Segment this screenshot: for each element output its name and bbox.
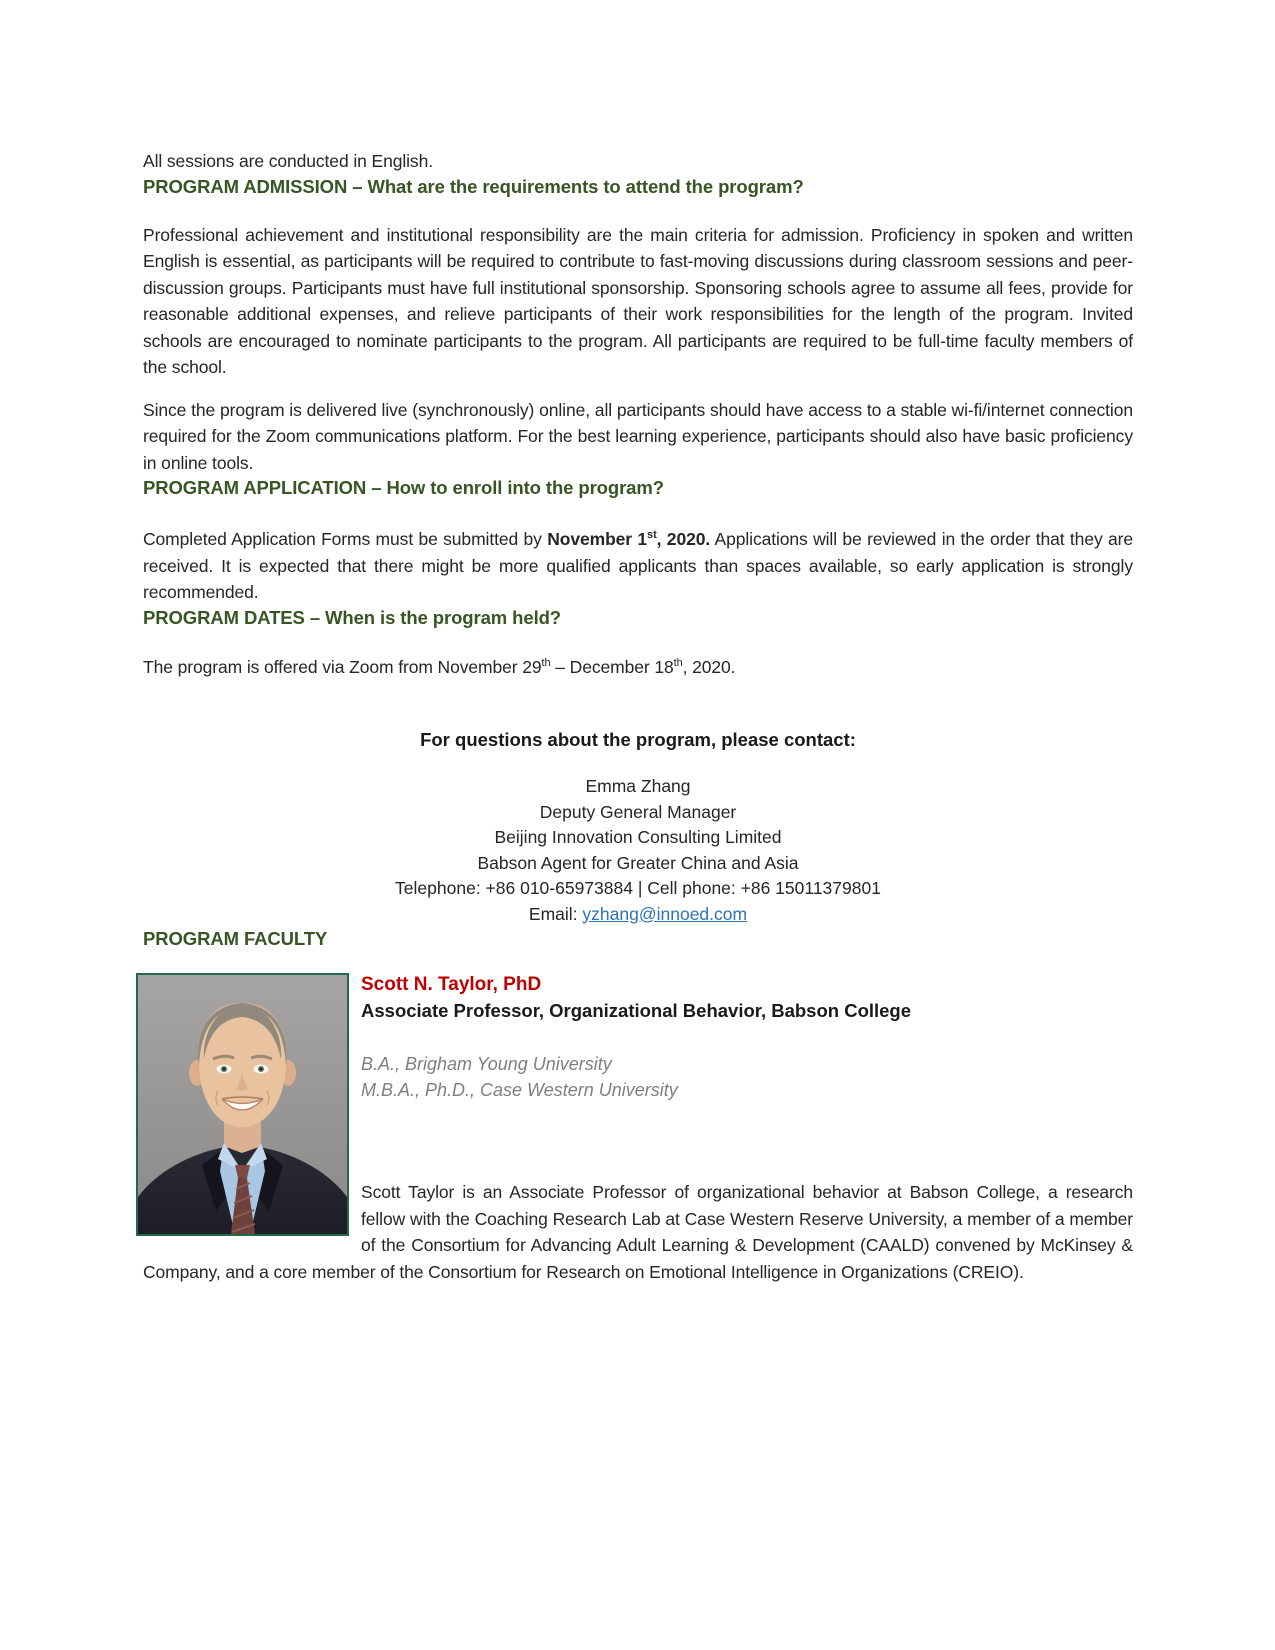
faculty-section (143, 973, 1133, 1285)
application-deadline (547, 529, 710, 549)
deadline-date: November 1 (547, 529, 648, 549)
contact-email-line (143, 902, 1133, 928)
faculty-heading: PROGRAM FACULTY (143, 928, 328, 949)
dates-ordinal-suffix-1: th (541, 656, 551, 669)
dates-text-tail: , 2020. (682, 656, 736, 677)
email-label: Email: (528, 903, 583, 924)
contact-title: Deputy General Manager (539, 801, 737, 822)
contact-heading: For questions about the program, please contact: (420, 729, 856, 750)
dates-text-mid: – December 18 (550, 656, 674, 677)
contact-block (143, 774, 1133, 927)
dates-ordinal-suffix-2: th (673, 656, 683, 669)
faculty-title: Associate Professor, Organizational Behavior, Babson College (361, 1000, 912, 1021)
application-heading: PROGRAM APPLICATION – How to enroll into the program? (143, 477, 664, 498)
application-paragraph (143, 526, 1133, 606)
faculty-credential-2: M.B.A., Ph.D., Case Western University (361, 1080, 678, 1100)
deadline-ordinal-suffix: st (647, 529, 657, 542)
contact-company: Beijing Innovation Consulting Limited (494, 827, 782, 847)
intro-line: All sessions are conducted in English. (143, 151, 433, 171)
portrait-illustration (138, 975, 347, 1234)
deadline-year: , 2020. (656, 529, 711, 549)
faculty-name: Scott N. Taylor, PhD (361, 974, 542, 995)
contact-phone-line: Telephone: +86 010-65973884 | Cell phone: +86 15011379801 (395, 878, 881, 898)
admission-paragraph-2: Since the program is delivered live (synchronously) online, all participants should have access to a stable wi-fi/internet connection required for the Zoom communications platform. For the best learning experience, participants should also have basic proficiency in online tools. (143, 399, 1133, 473)
admission-heading: PROGRAM ADMISSION – What are the requirements to attend the program? (143, 175, 804, 197)
faculty-bio: Scott Taylor is an Associate Professor of organizational behavior at Babson College, a research fellow with the Coaching Research Lab at Case Western Reserve University, a member of a member of the Consortium for Advancing Adult Learning & Development (CAALD) convened by McKinsey & Company, and a core member of the Consortium for Research on Emotional Intelligence in Organizations (CREIO). (143, 1182, 1133, 1282)
dates-line (143, 654, 1133, 681)
email-link[interactable]: yzhang@innoed.com (582, 903, 748, 924)
application-text-pre: Completed Application Forms must be submitted by (143, 529, 548, 549)
dates-heading: PROGRAM DATES – When is the program held? (143, 606, 562, 628)
dates-text-pre: The program is offered via Zoom from November 29 (143, 656, 542, 677)
admission-paragraph-1: Professional achievement and institutional responsibility are the main criteria for admission. Proficiency in spoken and written English is essential, as participants will be required to contribute to fast-moving discussions during classroom sessions and peer-discussion groups. Participants must have full institutional sponsorship. Sponsoring schools agree to assume all fees, provide for reasonable additional expenses, and relieve participants of their work responsibilities for the length of the program. Invited schools are encouraged to nominate participants to the program. All participants are required to be full-time faculty members of the school. (143, 224, 1133, 377)
faculty-credential-1: B.A., Brigham Young University (361, 1054, 612, 1074)
contact-name: Emma Zhang (585, 776, 691, 796)
faculty-photo (136, 973, 349, 1236)
contact-role: Babson Agent for Greater China and Asia (477, 852, 799, 873)
application-text-post: Applications will be reviewed in the order that they are received. It is expected that there might be more qualified applicants than spaces available, so early application is strongly recommended. (143, 529, 1133, 602)
